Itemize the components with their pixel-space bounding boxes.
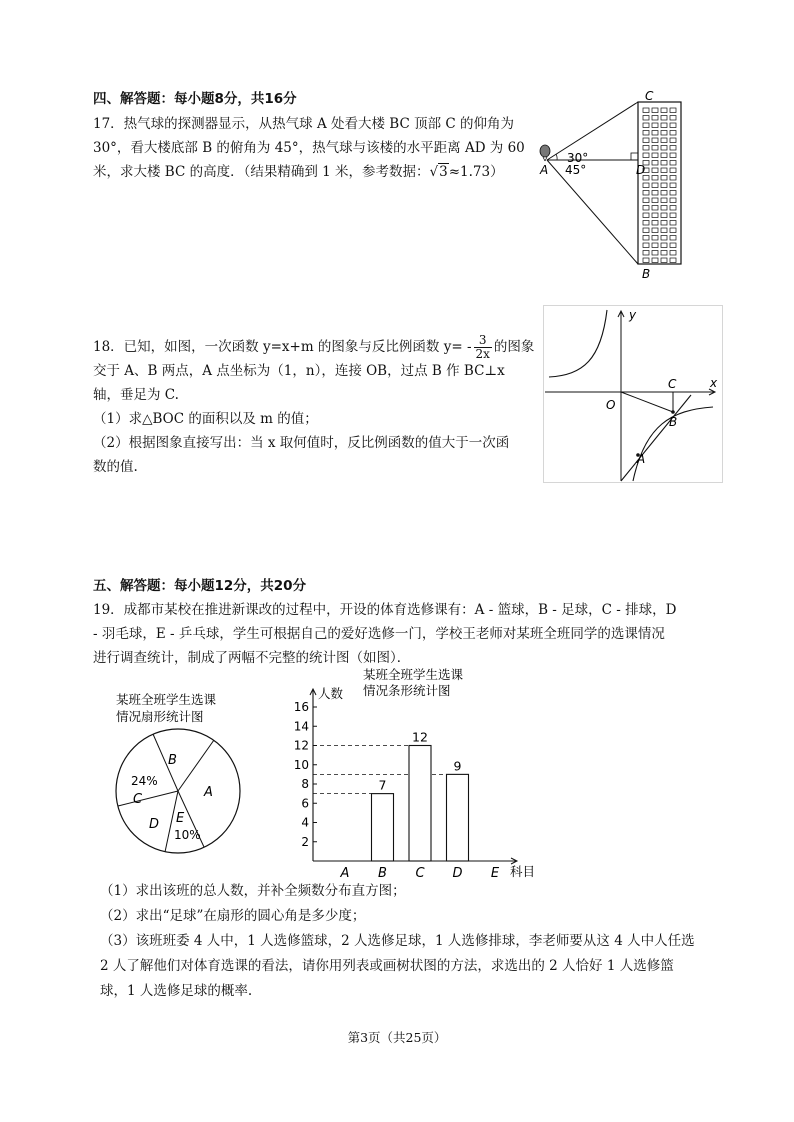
y-tick-label: 12 [293, 738, 309, 753]
q17-line-2: 30°，看大楼底部 B 的俯角为 45°，热气球与该楼的水平距离 AD 为 60 [93, 140, 525, 156]
category-label: B [378, 866, 387, 880]
q19-question-2: （2）求出“足球”在扇形的圆心角是多少度； [100, 908, 366, 924]
label-b: B [642, 267, 651, 281]
label-a: A [637, 452, 646, 466]
right-angle-mark [631, 153, 638, 160]
y-tick-label: 14 [293, 719, 309, 734]
pie-pct-e: 10% [174, 828, 201, 842]
q17-line-1: 17．热气球的探测器显示，从热气球 A 处看大楼 BC 顶部 C 的仰角为 [93, 116, 515, 132]
segment-ob [621, 392, 673, 412]
bar-title-line-2: 情况条形统计图 [363, 683, 451, 698]
sightline-to-c [547, 102, 638, 160]
q18-figure [543, 305, 723, 483]
q18-line-3: 轴，垂足为 C. [93, 387, 179, 403]
pie-label-b: B [168, 753, 177, 768]
label-a: A [540, 163, 549, 177]
pie-label-d: D [149, 817, 160, 832]
bar [447, 774, 469, 861]
fraction-denominator: 2x [475, 347, 490, 361]
y-tick-label: 2 [301, 834, 309, 849]
label-d: D [636, 163, 646, 177]
angle-down-label: 45° [565, 163, 587, 177]
fraction [474, 334, 492, 361]
label-b: B [669, 415, 678, 429]
q18-line-1-pre: 18．已知，如图，一次函数 y=x+m 的图象与反比例函数 y= - [93, 339, 472, 355]
q19-question-3: （3）该班班委 4 人中，1 人选修篮球，2 人选修足球，1 人选修排球，李老师要从这 4 人中人任选 [100, 933, 695, 949]
y-axis-label: 人数 [318, 686, 344, 701]
bars [372, 730, 469, 862]
label-y: y [629, 308, 637, 322]
category-label: E [490, 866, 500, 880]
q17-line-3 [93, 161, 504, 183]
pie-label-e: E [176, 811, 185, 826]
pie-title-line-1: 某班全班学生选课 [116, 692, 217, 707]
q18-line-5: （2）根据图象直接写出：当 x 取何值时，反比例函数的值大于一次函 [93, 435, 510, 451]
label-c: C [668, 377, 677, 391]
label-o: O [606, 398, 616, 412]
section5-heading: 五、解答题：每小题12分，共20分 [93, 578, 307, 594]
pie-label-c: C [133, 792, 143, 807]
q19-line-1: 19．成都市某校在推进新课改的过程中，开设的体育选修课有：A - 篮球，B - 足球，C - 排球，D [93, 602, 677, 618]
q18-line-2: 交于 A、B 两点，A 点坐标为（1，n），连接 OB，过点 B 作 BC⊥x [93, 363, 505, 379]
q17-approx: ≈1.73） [448, 164, 504, 180]
pie-title-line-2: 情况扇形统计图 [116, 709, 204, 724]
bar-data-label: 9 [453, 758, 462, 774]
linear-function-line [621, 395, 691, 481]
pie-pct-c: 24% [131, 774, 158, 788]
label-x: x [710, 376, 718, 390]
category-label: A [340, 866, 350, 880]
bar [372, 794, 394, 861]
sqrt-symbol: √ [429, 164, 439, 180]
section4-heading: 四、解答题：每小题8分，共16分 [93, 91, 297, 107]
y-tick-label: 10 [293, 757, 309, 772]
bar-data-label: 12 [412, 729, 428, 745]
category-label: D [452, 866, 463, 880]
q19-line-2: - 羽毛球，E - 乒乓球，学生可根据自己的爱好选修一门，学校王老师对某班全班同学的选课情况 [93, 626, 665, 642]
sqrt-value: 3 [439, 164, 448, 180]
q18-line-1-post: 的图象 [493, 339, 535, 355]
figure-frame [544, 306, 723, 483]
angle-up-label: 30° [567, 151, 589, 165]
fraction-numerator: 3 [474, 334, 492, 348]
q19-question-3-cont: 2 人了解他们对体育选课的看法，请你用列表或画树状图的方法，求选出的 2 人恰好 1 人选修篮 [100, 958, 674, 974]
q18-line-4: （1）求△BOC 的面积以及 m 的值； [93, 411, 318, 427]
bar [409, 746, 431, 862]
sightline-to-b [547, 160, 638, 264]
q19-line-3: 进行调查统计，制成了两幅不完整的统计图（如图）． [93, 650, 411, 666]
hyperbola-upper-left [549, 310, 607, 377]
q19-question-1: （1）求出该班的总人数，并补全频数分布直方图； [100, 883, 406, 899]
x-axis-label: 科目 [510, 864, 536, 879]
y-tick-label: 16 [293, 700, 309, 714]
pie-label-a: A [204, 785, 213, 800]
q18-line-1 [93, 333, 534, 361]
pie-chart [100, 665, 250, 865]
q17-figure [530, 88, 700, 283]
q18-line-6: 数的值. [93, 459, 138, 475]
bar-chart [285, 665, 540, 880]
bar-title-line-1: 某班全班学生选课 [363, 667, 464, 682]
label-c: C [645, 89, 654, 103]
y-tick-label: 8 [301, 777, 309, 791]
q19-question-3-end: 球，1 人选修足球的概率. [100, 983, 253, 999]
bar-data-label: 7 [378, 777, 387, 793]
page-footer: 第3页（共25页） [347, 1030, 447, 1045]
y-tick-label: 6 [301, 796, 309, 811]
category-labels [340, 866, 500, 880]
q17-line-3-text: 米，求大楼 BC 的高度．（结果精确到 1 米，参考数据： [93, 164, 430, 180]
y-tick-label: 4 [301, 815, 309, 830]
balloon-icon [540, 145, 550, 157]
category-label: C [415, 866, 425, 880]
angle-arc-up [556, 154, 557, 160]
